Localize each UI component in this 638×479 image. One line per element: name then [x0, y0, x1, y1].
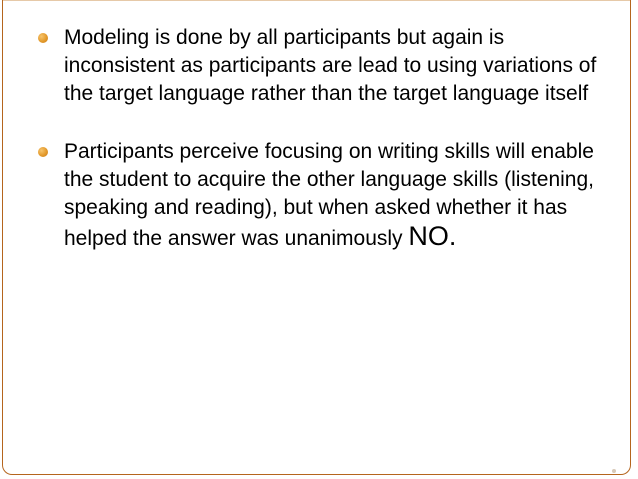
bullet-item-writing-skills	[38, 138, 598, 253]
bullet-dot-icon	[38, 33, 48, 43]
slide-content	[38, 24, 598, 253]
bullet-dot-icon	[38, 147, 48, 157]
bullet-emphasis: NO.	[408, 221, 457, 251]
page-number-marker	[612, 469, 616, 473]
bullet-text: Modeling is done by all participants but again is inconsistent as participants are lead to using variations of the target language rather than the target language itself	[64, 26, 597, 105]
bullet-item-modeling	[38, 24, 598, 108]
bullet-text: Participants perceive focusing on writing skills will enable the student to acquire the other language skills (listening, speaking and reading), but when asked whether it has helped the answer was unanimously	[64, 140, 594, 250]
